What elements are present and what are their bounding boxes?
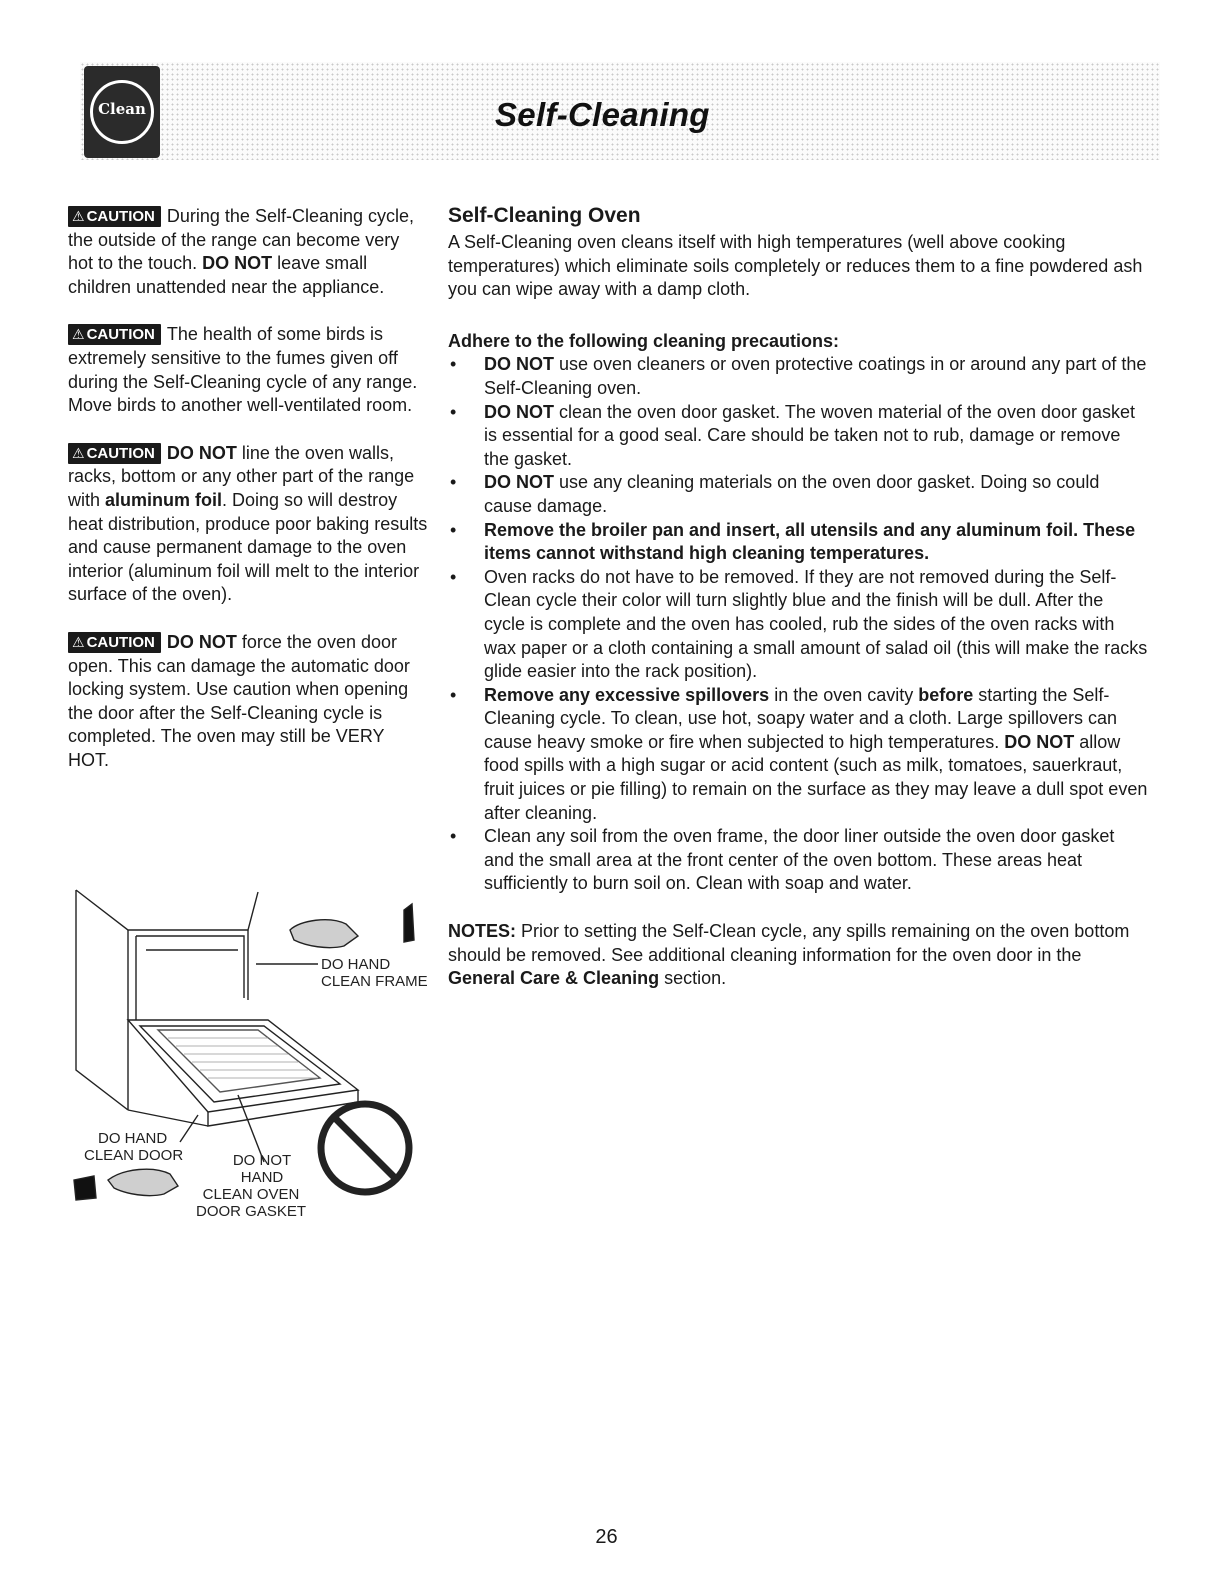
list-item: • Remove the broiler pan and insert, all utensils and any aluminum foil. These items cannot withstand high cleaning temperatures. [450, 519, 1136, 564]
warning-triangle-icon: ⚠ [72, 208, 85, 224]
bullet-icon: • [450, 684, 457, 705]
caution-column [68, 205, 428, 796]
section-intro: A Self-Cleaning oven cleans itself with high temperatures (well above cooking temperatures) which eliminate soils completely or reduces them to a fine powdered ash you can wipe away with a damp cloth. [448, 232, 1143, 300]
warning-triangle-icon: ⚠ [72, 326, 85, 343]
precautions-heading: Adhere to the following cleaning precautions: [448, 330, 840, 351]
caution-note: ⚠ CAUTION DO NOT force the oven door open. This can damage the automatic door locking system. Use caution when opening the door after the Self-Cleaning cycle is completed. The oven may still be VERY HOT. [68, 631, 410, 770]
list-item: • DO NOT use any cleaning materials on the oven door gasket. Doing so could cause damage. [450, 472, 1100, 516]
oven-cleaning-illustration [68, 880, 428, 1230]
callout-hand-clean-frame: DO HAND CLEAN FRAME [321, 956, 428, 990]
bullet-icon: • [450, 401, 457, 422]
list-item: • Clean any soil from the oven frame, the door liner outside the oven door gasket and the small area at the front center of the oven bottom. These areas heat sufficiently to burn soil on. Clean with soap and water. [450, 826, 1115, 894]
caution-badge: ⚠ CAUTION [68, 443, 161, 464]
list-item: • DO NOT use oven cleaners or oven protective coatings in or around any part of the Self-Cleaning oven. [450, 354, 1147, 398]
bullet-icon: • [450, 354, 457, 375]
warning-triangle-icon: ⚠ [72, 444, 85, 461]
caution-note: ⚠ CAUTION DO NOT line the oven walls, racks, bottom or any other part of the range with aluminum foil. Doing so will destroy heat distribution, produce poor baking results and cause permanent damage to the oven interior (aluminum foil will melt to the interior surface of the oven). [68, 442, 428, 605]
list-item: • Remove any excessive spillovers in the oven cavity before starting the Self-Cleaning cycle. To clean, use hot, soapy water and a cloth. Large spillovers can cause heavy smoke or fire when subjected to high temperatures. DO NOT allow food spills with a high sugar or acid content (such as milk, tomatoes, sauerkraut, fruit juices or pie filling) to remain on the surface as they may leave a dull spot even after cleaning. [450, 684, 1148, 823]
page-number: 26 [595, 1526, 618, 1548]
callout-do-not-clean-gasket: DO NOT HAND CLEAN OVEN DOOR GASKET [196, 1152, 307, 1220]
list-item: • DO NOT clean the oven door gasket. The woven material of the oven door gasket is essential for a good seal. Care should be taken not to rub, damage or remove the gasket. [450, 401, 1136, 469]
section-title: Self-Cleaning Oven [448, 204, 641, 227]
warning-triangle-icon: ⚠ [72, 633, 85, 650]
notes-paragraph: NOTES: Prior to setting the Self-Clean cycle, any spills remaining on the oven bottom should be removed. See additional cleaning information for the oven door in the General Care & Cleaning section. [448, 921, 1130, 989]
bullet-icon: • [450, 566, 457, 587]
clean-logo [84, 66, 160, 158]
clean-logo-text: Clean [98, 100, 146, 118]
main-content [448, 203, 1148, 1009]
bullet-icon: • [450, 826, 457, 847]
caution-badge: ⚠ CAUTION [68, 206, 161, 227]
precautions-list [448, 353, 1148, 896]
bullet-icon: • [450, 472, 457, 493]
list-item: • Oven racks do not have to be removed. If they are not removed during the Self-Clean cycle their color will turn slightly blue and the finish will be dull. After the cycle is complete and the oven has cooled, rub the sides of the oven racks with wax paper or a cloth containing a small amount of salad oil (this will make the racks glide easier into the rack position). [450, 566, 1148, 682]
callout-hand-clean-door: DO HAND CLEAN DOOR [84, 1130, 184, 1164]
caution-badge: ⚠ CAUTION [68, 632, 161, 653]
page-title: Self-Cleaning [495, 96, 710, 133]
caution-note: ⚠ CAUTION The health of some birds is extremely sensitive to the fumes given off during the Self-Cleaning cycle of any range. Move birds to another well-ventilated room. [68, 324, 418, 416]
bullet-icon: • [450, 519, 457, 540]
caution-badge: ⚠ CAUTION [68, 324, 161, 345]
caution-note: ⚠ CAUTION During the Self-Cleaning cycle, the outside of the range can become very hot to the touch. DO NOT leave small children unattended near the appliance. [68, 206, 415, 297]
